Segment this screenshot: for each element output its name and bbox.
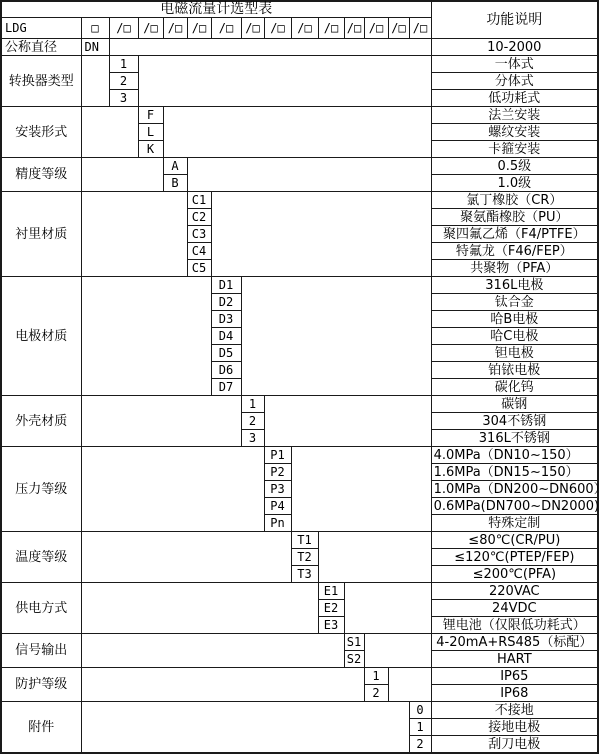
option-desc: 钽电极 <box>431 345 598 362</box>
option-code: 2 <box>364 685 388 702</box>
option-code: D3 <box>211 311 241 328</box>
option-code: D4 <box>211 328 241 345</box>
option-desc: 法兰安装 <box>431 107 598 124</box>
option-desc: 螺纹安装 <box>431 124 598 141</box>
option-desc: 0.6MPa(DN700~DN2000) <box>431 498 598 515</box>
model-box: /□ <box>264 18 291 39</box>
option-desc: 钛合金 <box>431 294 598 311</box>
option-desc: 共聚物（PFA） <box>431 260 598 277</box>
option-code: L <box>138 124 163 141</box>
option-desc: IP68 <box>431 685 598 702</box>
option-desc: 碳钢 <box>431 396 598 413</box>
option-desc: 316L电极 <box>431 277 598 294</box>
option-code: 1 <box>409 719 431 736</box>
category-label: 外壳材质 <box>1 396 81 447</box>
category-label: 转换器类型 <box>1 56 81 107</box>
category-label: 精度等级 <box>1 158 81 192</box>
model-box: /□ <box>187 18 211 39</box>
option-code: 2 <box>241 413 264 430</box>
option-desc: 分体式 <box>431 73 598 90</box>
table-title: 电磁流量计选型表 <box>1 1 431 18</box>
blank-span <box>81 634 344 668</box>
option-desc: 聚氨酯橡胶（PU） <box>431 209 598 226</box>
blank-span <box>81 192 187 277</box>
option-code: 2 <box>109 73 138 90</box>
category-label: 衬里材质 <box>1 192 81 277</box>
option-desc: 1.6MPa（DN15~150） <box>431 464 598 481</box>
option-code: E2 <box>318 600 344 617</box>
blank-span <box>81 668 364 702</box>
option-code: C5 <box>187 260 211 277</box>
model-box: /□ <box>344 18 364 39</box>
blank-span <box>291 447 431 532</box>
option-desc: 特氟龙（F46/FEP） <box>431 243 598 260</box>
option-desc: ≤120℃(PTEP/FEP) <box>431 549 598 566</box>
blank-span <box>109 39 431 56</box>
option-code: 3 <box>241 430 264 447</box>
option-desc: 卡箍安装 <box>431 141 598 158</box>
option-desc: 1.0MPa（DN200~DN600） <box>431 481 598 498</box>
option-desc: 不接地 <box>431 702 598 719</box>
model-box: /□ <box>138 18 163 39</box>
option-code: 1 <box>109 56 138 73</box>
blank-span <box>388 668 431 702</box>
option-code: C1 <box>187 192 211 209</box>
model-box: /□ <box>291 18 318 39</box>
option-desc: 特殊定制 <box>431 515 598 532</box>
option-desc: 304不锈钢 <box>431 413 598 430</box>
category-label: 温度等级 <box>1 532 81 583</box>
option-code: P1 <box>264 447 291 464</box>
model-prefix: LDG <box>1 18 81 39</box>
option-code: 1 <box>241 396 264 413</box>
option-desc: 4-20mA+RS485（标配） <box>431 634 598 651</box>
blank-span <box>264 396 431 447</box>
option-code: C2 <box>187 209 211 226</box>
option-desc: 哈B电极 <box>431 311 598 328</box>
blank-span <box>318 532 431 583</box>
model-box: /□ <box>163 18 187 39</box>
option-desc: IP65 <box>431 668 598 685</box>
option-code: T1 <box>291 532 318 549</box>
option-code: E1 <box>318 583 344 600</box>
option-code: D7 <box>211 379 241 396</box>
option-desc: 1.0级 <box>431 175 598 192</box>
model-box: /□ <box>241 18 264 39</box>
option-desc: 接地电极 <box>431 719 598 736</box>
model-box-dn: □ <box>81 18 109 39</box>
blank-span <box>364 634 431 668</box>
category-label: 防护等级 <box>1 668 81 702</box>
category-label: 电极材质 <box>1 277 81 396</box>
blank-span <box>81 396 241 447</box>
blank-span <box>81 56 109 107</box>
blank-span <box>81 532 291 583</box>
category-label: 安装形式 <box>1 107 81 158</box>
option-code: S1 <box>344 634 364 651</box>
option-desc: 一体式 <box>431 56 598 73</box>
option-desc: HART <box>431 651 598 668</box>
option-desc: 0.5级 <box>431 158 598 175</box>
option-desc: 10-2000 <box>431 39 598 56</box>
option-code: E3 <box>318 617 344 634</box>
option-code: B <box>163 175 187 192</box>
model-box: /□ <box>388 18 409 39</box>
option-desc: ≤200℃(PFA) <box>431 566 598 583</box>
model-box: /□ <box>409 18 431 39</box>
option-desc: 低功耗式 <box>431 90 598 107</box>
option-code: 2 <box>409 736 431 754</box>
option-code: 1 <box>364 668 388 685</box>
option-code: P4 <box>264 498 291 515</box>
option-code: P3 <box>264 481 291 498</box>
option-desc: 氯丁橡胶（CR） <box>431 192 598 209</box>
option-desc: 碳化钨 <box>431 379 598 396</box>
category-label: 压力等级 <box>1 447 81 532</box>
option-desc: 哈C电极 <box>431 328 598 345</box>
option-code: T2 <box>291 549 318 566</box>
option-desc: 24VDC <box>431 600 598 617</box>
option-code: D2 <box>211 294 241 311</box>
option-code: Pn <box>264 515 291 532</box>
option-code: C4 <box>187 243 211 260</box>
blank-span <box>81 583 318 634</box>
blank-span <box>344 583 431 634</box>
option-code: S2 <box>344 651 364 668</box>
option-desc: 刮刀电极 <box>431 736 598 754</box>
option-code: K <box>138 141 163 158</box>
category-label: 供电方式 <box>1 583 81 634</box>
option-code: A <box>163 158 187 175</box>
model-box: /□ <box>211 18 241 39</box>
option-code: D5 <box>211 345 241 362</box>
blank-span <box>187 158 431 192</box>
option-code: D6 <box>211 362 241 379</box>
option-desc: 220VAC <box>431 583 598 600</box>
option-code: 3 <box>109 90 138 107</box>
option-desc: 锂电池（仅限低功耗式） <box>431 617 598 634</box>
option-code: P2 <box>264 464 291 481</box>
option-code: D1 <box>211 277 241 294</box>
option-code: DN <box>81 39 109 56</box>
model-box: /□ <box>364 18 388 39</box>
option-desc: 铂铱电极 <box>431 362 598 379</box>
blank-span <box>138 56 431 107</box>
option-desc: 4.0MPa（DN10~150） <box>431 447 598 464</box>
blank-span <box>163 107 431 158</box>
blank-span <box>241 277 431 396</box>
model-box: /□ <box>109 18 138 39</box>
function-column-header: 功能说明 <box>431 1 598 39</box>
blank-span <box>81 158 163 192</box>
blank-span <box>81 447 264 532</box>
model-box: /□ <box>318 18 344 39</box>
category-label: 信号输出 <box>1 634 81 668</box>
blank-span <box>211 192 431 277</box>
category-label: 附件 <box>1 702 81 754</box>
blank-span <box>81 702 409 754</box>
option-desc: 316L不锈钢 <box>431 430 598 447</box>
blank-span <box>81 107 138 158</box>
blank-span <box>81 277 211 396</box>
option-code: C3 <box>187 226 211 243</box>
option-desc: ≤80℃(CR/PU) <box>431 532 598 549</box>
option-code: F <box>138 107 163 124</box>
option-code: 0 <box>409 702 431 719</box>
option-code: T3 <box>291 566 318 583</box>
category-label: 公称直径 <box>1 39 81 56</box>
option-desc: 聚四氟乙烯（F4/PTFE） <box>431 226 598 243</box>
